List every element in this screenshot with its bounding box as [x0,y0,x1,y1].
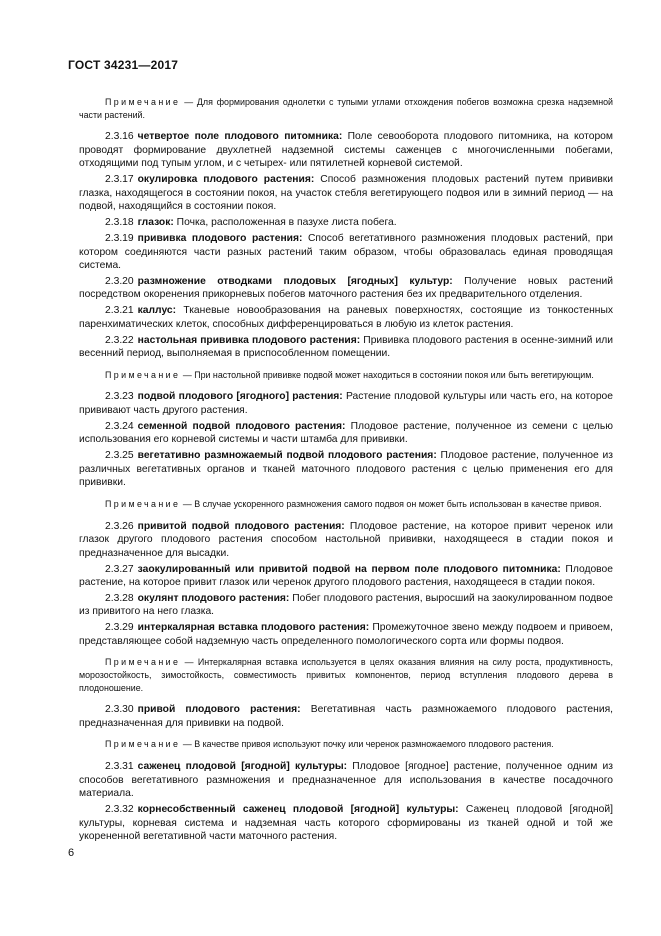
note-label: Примечание [105,657,181,668]
clause-number: 2.3.27 [105,563,134,575]
definition-text: Получение новых растений посредством окоренения прикорневых побегов маточного растения без их предварительного отделения. [79,275,613,301]
note-text: Интеркалярная вставка используется в целях оказания влияния на силу роста, продуктивность, морозостойкость, зимостойкость, совместимость привитых компонентов, период вступления плодового дерева в плодоношение. [79,657,614,693]
clause-number: 2.3.29 [105,622,134,634]
term-title: корнесобственный саженец плодовой [ягодной] культуры: [137,803,459,815]
term-title: саженец плодовой [ягодной] культуры: [137,761,348,772]
clause-number: 2.3.23 [105,391,134,403]
term-title: подвой плодового [ягодного] растения: [137,391,343,403]
term-definition [79,232,613,273]
clause-number: 2.3.20 [105,275,134,287]
note-paragraph [79,738,613,751]
term-title: интеркалярная вставка плодового растения: [137,622,370,634]
term-definition [79,275,613,302]
note-dash: — [180,369,195,380]
definition-text: Поле севооборота плодового питомника, на котором проводят формирование двухлетней надземной системы саженцев с многочисленными побегами, отходящими под тупым углом, и с четырех- или пятилетней корневой системой. [79,131,613,170]
note-paragraph [79,369,613,382]
note-label: Примечание [105,369,181,380]
note-label: Примечание [105,739,181,750]
term-title: размножение отводками плодовых [ягодных] культур: [137,275,453,287]
term-title: четвертое поле плодового питомника: [137,131,343,143]
term-title: привитой подвой плодового растения: [137,520,345,532]
definition-text: Плодовое растение, полученное из семени с целью использования его корневой системы и части штамба для прививки. [79,420,614,446]
note-text: Для формирования однолетки с тупыми углами отхождения побегов возможна срезка надземной части растений. [79,97,613,120]
note-paragraph [79,498,613,511]
term-definition [79,390,613,417]
definition-text: Промежуточное звено между подвоем и привоем, представляющее собой надземную часть определенного помологического сорта или формы подвоя. [79,622,613,647]
term-definition [79,449,613,490]
term-title: настольная прививка плодового растения: [137,334,361,346]
term-title: глазок: [137,217,174,229]
definition-text: Способ размножения плодовых растений путем прививки глазка, находящегося в состоянии покоя, на участок стебля вегетирующего подвоя или в зимний период — на подвой, находящийся в состоянии покоя. [79,174,614,213]
term-definition [79,563,613,590]
definition-text: Плодовое растение, на которое привит глазок или черенок другого плодового растения, находящееся в стадии покоя. [79,563,613,589]
definition-text: Тканевые новообразования на раневых поверхностях, состоящие из тонкостенных паренхиматических клеток, способных дифференцироваться в любую из клеток растения. [79,305,613,330]
clause-number: 2.3.25 [105,450,134,462]
note-dash: — [180,739,195,750]
definition-text: Плодовое [ягодное] растение, полученное одним из способов вегетативного размножения и предназначенное для использования в качестве посадочного материала. [79,761,613,800]
document-body [79,88,613,846]
clause-number: 2.3.18 [105,217,134,229]
note-text: При настольной прививке подвой может находиться в состоянии покоя или быть вегетирующим. [194,369,594,380]
note-text: В качестве привоя используют почку или черенок размножаемого плодового растения. [194,739,554,750]
definition-text: Вегетативная часть размножаемого плодового растения, предназначенная для прививки на подвой. [79,704,614,729]
note-paragraph [79,96,613,121]
definition-text: Почка, расположенная в пазухе листа побега. [173,217,397,229]
page-number: 6 [68,847,75,859]
definition-text: Плодовое растение, полученное из различных вегетативных органов и тканей маточного плодового растения с целью применения его для прививки. [79,450,613,489]
definition-text: Побег плодового растения, выросший на заокулированном подвое из привитого на него глазка. [79,592,613,618]
note-dash: — [180,657,198,668]
clause-number: 2.3.30 [105,704,134,716]
term-title: привой плодового растения: [137,704,301,716]
term-title: окулировка плодового растения: [137,174,315,186]
note-label: Примечание [105,498,181,509]
term-title: заокулированный или привитой подвой на первом поле плодового питомника: [137,563,561,575]
term-definition [79,173,613,214]
clause-number: 2.3.28 [105,592,134,604]
term-definition [79,334,613,361]
definition-text: Саженец плодовой [ягодной] культуры, корневая система и надземная часть которого сформированы из тканей одной и той же укорененной вегетативной части маточного растения. [79,803,614,843]
definition-text: Способ вегетативного размножения плодовых растений, при котором соединяются части разных растений таким образом, чтобы образовалась единая проводящая система. [79,232,613,272]
term-definition [79,621,613,648]
note-paragraph [79,656,613,694]
term-definition [79,592,613,619]
term-title: окулянт плодового растения: [137,592,290,604]
term-definition [79,420,613,447]
clause-number: 2.3.26 [105,520,134,532]
term-definition [79,520,613,561]
note-text: В случае ускоренного размножения самого подвоя он может быть использован в качестве привоя. [194,498,602,509]
definition-text: Прививка плодового растения в осенне-зимний или весенний период, выполняемая в приспособленном помещении. [79,334,614,360]
definition-text: Плодовое растение, на которое привит черенок или глазок другого плодового растения способом настольной прививки, находящееся в стадии покоя и предназначенное для высадки. [79,520,613,559]
term-definition [79,216,613,230]
term-title: прививка плодового растения: [137,232,303,244]
clause-number: 2.3.16 [105,131,134,143]
document-header: ГОСТ 34231—2017 [68,58,179,72]
definition-text: Растение плодовой культуры или часть его, на которое прививают часть другого растения. [79,391,613,416]
term-title: семенной подвой плодового растения: [137,420,346,432]
clause-number: 2.3.32 [105,803,134,815]
term-title: вегетативно размножаемый подвой плодового растения: [137,450,437,462]
note-label: Примечание [105,97,181,107]
clause-number: 2.3.19 [105,232,134,244]
clause-number: 2.3.31 [105,761,134,772]
term-title: каллус: [137,305,177,317]
term-definition [79,803,613,844]
note-dash: — [180,498,195,509]
clause-number: 2.3.17 [105,174,134,186]
clause-number: 2.3.24 [105,420,134,432]
clause-number: 2.3.21 [105,305,134,317]
term-definition [79,130,613,171]
term-definition [79,304,613,331]
term-definition [79,760,613,801]
note-dash: — [180,97,197,107]
clause-number: 2.3.22 [105,334,134,346]
term-definition [79,703,613,730]
